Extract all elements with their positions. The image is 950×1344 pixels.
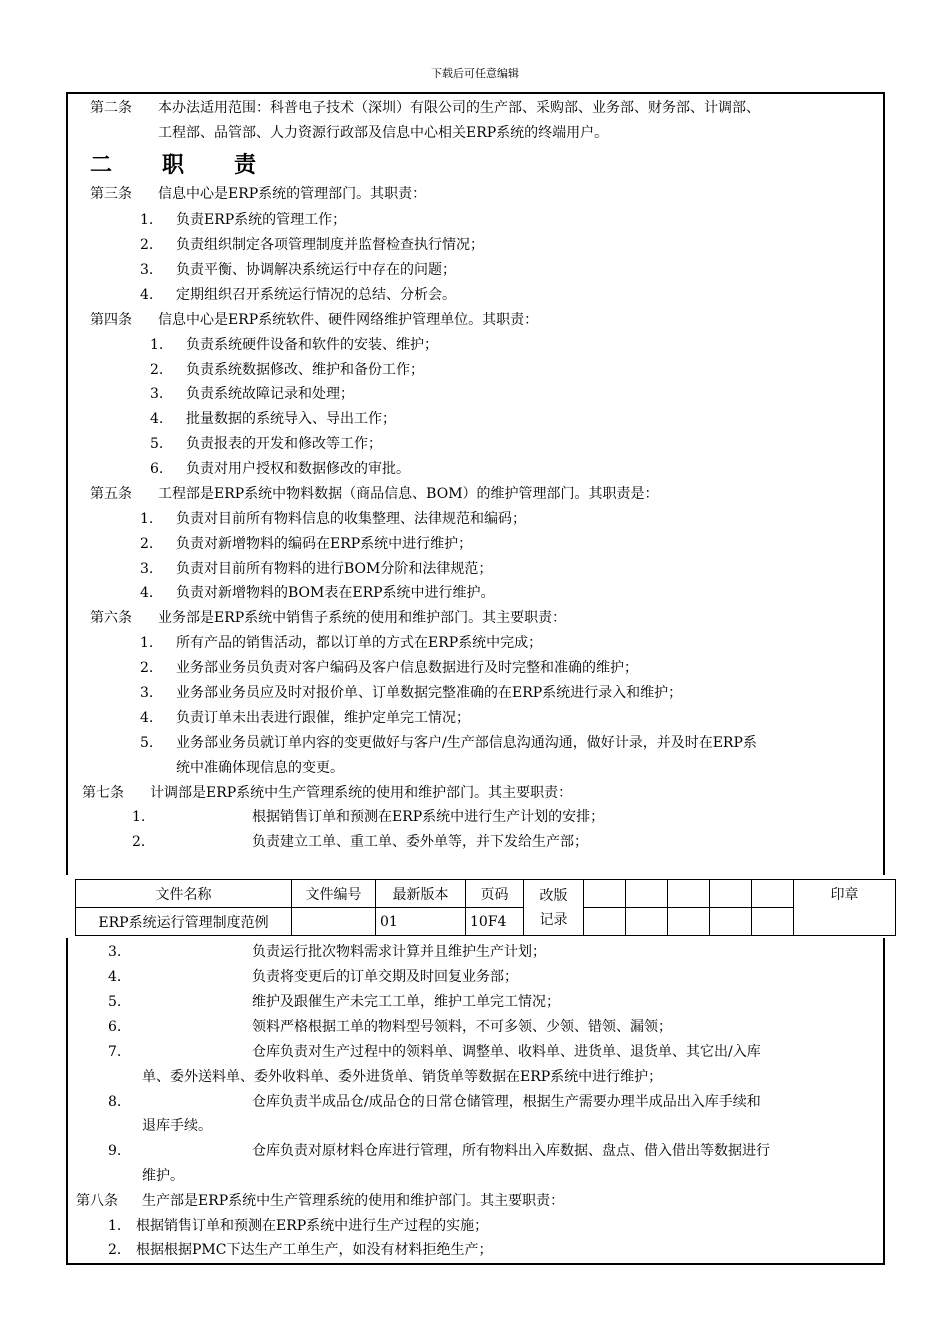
- list-item: 负责组织制定各项管理制度并监督检查执行情况；: [176, 237, 484, 253]
- revision-cell: [668, 908, 710, 936]
- header-file-name: 文件名称: [76, 880, 292, 908]
- revision-cell: [584, 908, 626, 936]
- revision-cell: [584, 880, 626, 908]
- list-item-num: 3.: [140, 685, 154, 701]
- list-item: 负责运行批次物料需求计算并且维护生产计划；: [252, 944, 546, 960]
- revision-cell: [668, 880, 710, 908]
- download-note: 下载后可任意编辑: [431, 67, 519, 80]
- article4-label: 第四条: [90, 312, 132, 328]
- list-item: 负责ERP系统的管理工作；: [176, 212, 347, 228]
- list-item: 负责系统数据修改、维护和备份工作；: [186, 362, 424, 378]
- header-revision-line2: 记录: [539, 911, 568, 928]
- list-item: 负责对用户授权和数据修改的审批。: [186, 461, 410, 477]
- list-item: 领料严格根据工单的物料型号领料，不可多领、少领、错领、漏领；: [252, 1019, 672, 1035]
- list-item-num: 6.: [108, 1019, 122, 1035]
- list-item: 业务部业务员应及时对报价单、订单数据完整准确的在ERP系统进行录入和维护；: [176, 685, 683, 701]
- list-item: 负责将变更后的订单交期及时回复业务部；: [252, 969, 518, 985]
- list-item-num: 5.: [108, 994, 122, 1010]
- list-item-num: 5.: [150, 436, 164, 452]
- article5-label: 第五条: [90, 486, 132, 502]
- list-item: 负责系统硬件设备和软件的安装、维护；: [186, 337, 438, 353]
- list-item: 负责对目前所有物料的进行BOM分阶和法律规范；: [176, 561, 493, 577]
- list-item-cont: 退库手续。: [142, 1118, 212, 1134]
- list-item-num: 2.: [132, 834, 146, 850]
- list-item: 批量数据的系统导入、导出工作；: [186, 411, 396, 427]
- list-item: 负责对新增物料的编码在ERP系统中进行维护；: [176, 536, 473, 552]
- header-revision: [524, 880, 584, 936]
- article2-label: 第二条: [90, 100, 132, 116]
- list-item-num: 4.: [108, 969, 122, 985]
- document-info-table: [75, 879, 896, 936]
- article5-text: 工程部是ERP系统中物料数据（商品信息、BOM）的维护管理部门。其职责是：: [158, 486, 659, 502]
- list-item-num: 2.: [108, 1242, 122, 1258]
- article4-text: 信息中心是ERP系统软件、硬件网络维护管理单位。其职责：: [158, 312, 539, 328]
- list-item: 根据销售订单和预测在ERP系统中进行生产计划的安排；: [252, 809, 605, 825]
- list-item-num: 3.: [150, 386, 164, 402]
- list-item: 仓库负责半成品仓/成品仓的日常仓储管理，根据生产需要办理半成品出入库手续和: [252, 1094, 761, 1110]
- list-item: 定期组织召开系统运行情况的总结、分析会。: [176, 287, 456, 303]
- list-item-num: 2.: [150, 362, 164, 378]
- list-item: 维护及跟催生产未完工工单，维护工单完工情况；: [252, 994, 560, 1010]
- list-item-num: 5.: [140, 735, 154, 751]
- list-item-num: 1.: [140, 212, 154, 228]
- revision-cell: [710, 908, 752, 936]
- list-item: 业务部业务员就订单内容的变更做好与客户/生产部信息沟通沟通，做好计录，并及时在ERP系: [176, 735, 757, 751]
- list-item-num: 2.: [140, 536, 154, 552]
- header-page: 页码: [466, 880, 524, 908]
- list-item-num: 4.: [150, 411, 164, 427]
- list-item-num: 6.: [150, 461, 164, 477]
- list-item: 负责对目前所有物料信息的收集整理、法律规范和编码；: [176, 511, 526, 527]
- section-title-char1: 职: [162, 152, 187, 178]
- article2-text: 本办法适用范围：科普电子技术（深圳）有限公司的生产部、采购部、业务部、财务部、计调部、: [158, 100, 760, 116]
- list-item-num: 3.: [108, 944, 122, 960]
- list-item-num: 4.: [140, 287, 154, 303]
- list-item-cont: 统中准确体现信息的变更。: [176, 760, 344, 776]
- list-item: 负责报表的开发和修改等工作；: [186, 436, 382, 452]
- section-title-num: 二: [90, 152, 115, 178]
- list-item-num: 4.: [140, 710, 154, 726]
- list-item-num: 4.: [140, 585, 154, 601]
- list-item-num: 1.: [140, 635, 154, 651]
- list-item: 负责订单未出表进行跟催，维护定单完工情况；: [176, 710, 470, 726]
- revision-cell: [752, 880, 794, 908]
- header-version: 最新版本: [376, 880, 466, 908]
- header-seal: 印章: [794, 880, 896, 936]
- article3-label: 第三条: [90, 186, 132, 202]
- list-item: 业务部业务员负责对客户编码及客户信息数据进行及时完整和准确的维护；: [176, 660, 638, 676]
- list-item-num: 7.: [108, 1044, 122, 1060]
- list-item-cont: 单、委外送料单、委外收料单、委外进货单、销货单等数据在ERP系统中进行维护；: [142, 1069, 663, 1085]
- list-item-num: 1.: [132, 809, 146, 825]
- section-title: [90, 148, 258, 179]
- list-item-cont: 维护。: [142, 1168, 184, 1184]
- list-item: 所有产品的销售活动，都以订单的方式在ERP系统中完成；: [176, 635, 543, 651]
- list-item: 负责系统故障记录和处理；: [186, 386, 354, 402]
- list-item-num: 2.: [140, 237, 154, 253]
- article8-text: 生产部是ERP系统中生产管理系统的使用和维护部门。其主要职责：: [142, 1193, 565, 1209]
- file-name-value: ERP系统运行管理制度范例: [76, 908, 292, 936]
- list-item: 仓库负责对生产过程中的领料单、调整单、收料单、进货单、退货单、其它出/入库: [252, 1044, 761, 1060]
- list-item: 根据销售订单和预测在ERP系统中进行生产过程的实施；: [136, 1218, 489, 1234]
- article2-text-cont: 工程部、品管部、人力资源行政部及信息中心相关ERP系统的终端用户。: [158, 125, 609, 141]
- article7-label: 第七条: [82, 785, 124, 801]
- list-item: 根据根据PMC下达生产工单生产，如没有材料拒绝生产；: [136, 1242, 493, 1258]
- revision-cell: [626, 908, 668, 936]
- list-item-num: 3.: [140, 561, 154, 577]
- version-value: 01: [376, 908, 466, 936]
- header-revision-line1: 改版: [539, 887, 568, 904]
- list-item-num: 1.: [140, 511, 154, 527]
- list-item-num: 2.: [140, 660, 154, 676]
- list-item-num: 8.: [108, 1094, 122, 1110]
- page-value: 10F4: [466, 908, 524, 936]
- list-item: 仓库负责对原材料仓库进行管理，所有物料出入库数据、盘点、借入借出等数据进行: [252, 1143, 770, 1159]
- revision-cell: [626, 880, 668, 908]
- list-item: 负责建立工单、重工单、委外单等，并下发给生产部；: [252, 834, 588, 850]
- list-item-num: 1.: [150, 337, 164, 353]
- section-title-char2: 责: [234, 152, 259, 178]
- article6-label: 第六条: [90, 610, 132, 626]
- article7-text: 计调部是ERP系统中生产管理系统的使用和维护部门。其主要职责：: [150, 785, 573, 801]
- article3-text: 信息中心是ERP系统的管理部门。其职责：: [158, 186, 427, 202]
- revision-cell: [752, 908, 794, 936]
- header-file-code: 文件编号: [292, 880, 376, 908]
- article6-text: 业务部是ERP系统中销售子系统的使用和维护部门。其主要职责：: [158, 610, 567, 626]
- list-item: 负责平衡、协调解决系统运行中存在的问题；: [176, 262, 456, 278]
- article8-label: 第八条: [76, 1193, 118, 1209]
- list-item-num: 3.: [140, 262, 154, 278]
- file-code-value: [292, 908, 376, 936]
- list-item-num: 1.: [108, 1218, 122, 1234]
- list-item: 负责对新增物料的BOM表在ERP系统中进行维护。: [176, 585, 495, 601]
- list-item-num: 9.: [108, 1143, 122, 1159]
- revision-cell: [710, 880, 752, 908]
